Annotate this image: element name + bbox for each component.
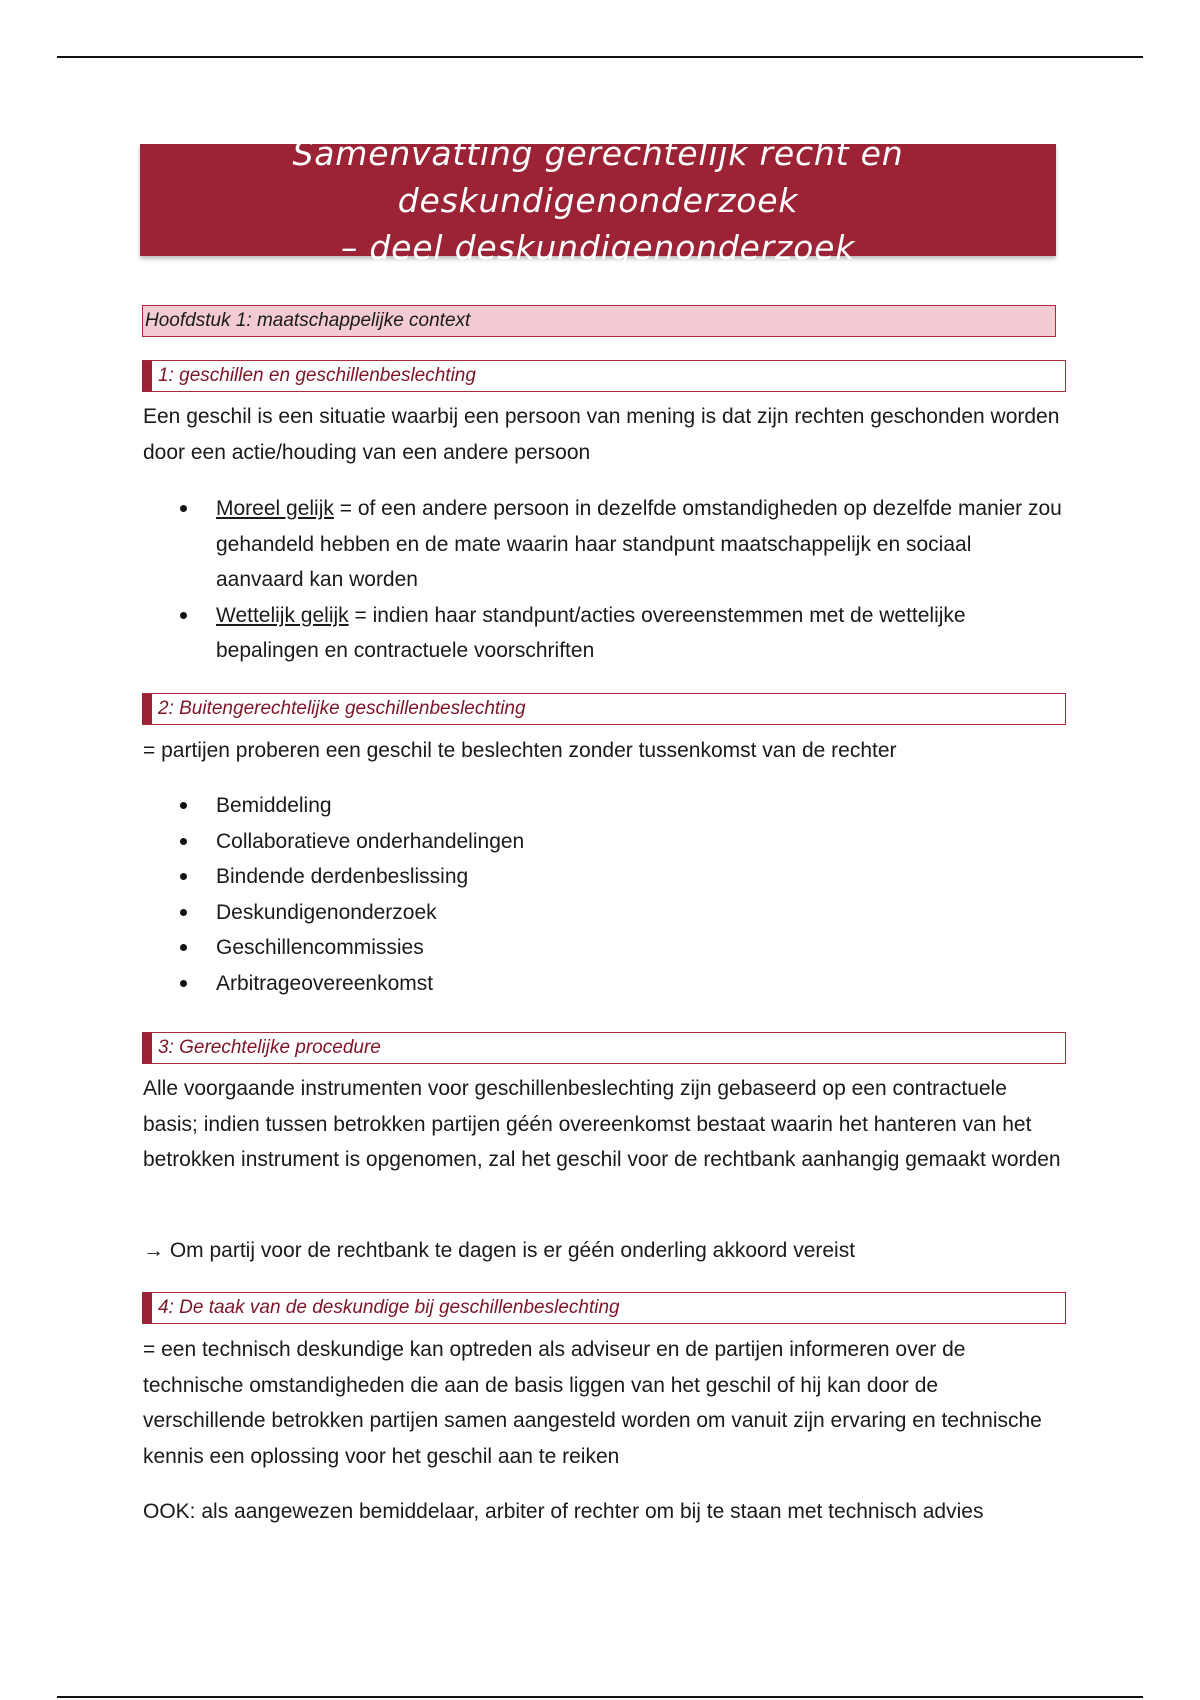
section-2-bullet-list — [143, 788, 1063, 1001]
chapter-heading-text: Hoofdstuk 1: maatschappelijke context — [145, 310, 471, 331]
section-1-intro: Een geschil is een situatie waarbij een persoon van mening is dat zijn rechten geschonden worden door een actie/houding van een andere persoon — [143, 405, 1060, 464]
section-heading-4 — [142, 1292, 1066, 1324]
list-item-text: Bindende derdenbeslissing — [216, 865, 469, 888]
section-heading-3-text: 3: Gerechtelijke procedure — [158, 1037, 381, 1058]
bullet-icon — [180, 802, 187, 809]
list-item-text: Geschillencommissies — [216, 936, 424, 959]
bullet-icon — [180, 980, 187, 987]
section-4-paragraph-1: = een technisch deskundige kan optreden als adviseur en de partijen informeren over de technische omstandigheden die aan de basis liggen van het geschil of hij kan door de verschillende betrokken partijen samen aangesteld worden om vanuit zijn ervaring en technische kennis een oplossing voor het geschil aan te reiken — [143, 1338, 1042, 1468]
section-heading-1 — [142, 360, 1066, 392]
list-item — [143, 491, 1063, 598]
section-heading-4-text: 4: De taak van de deskundige bij geschillenbeslechting — [158, 1297, 620, 1318]
section-heading-1-text: 1: geschillen en geschillenbeslechting — [158, 365, 476, 386]
definition: = of een andere persoon in dezelfde omstandigheden op dezelfde manier zou gehandeld hebben en de mate waarin haar standpunt maatschappelijk en sociaal aanvaard kan worden — [216, 497, 1062, 591]
section-2-intro: = partijen proberen een geschil te beslechten zonder tussenkomst van de rechter — [143, 739, 897, 762]
section-heading-2 — [142, 693, 1066, 725]
list-item — [143, 966, 1063, 1002]
top-rule — [57, 56, 1143, 58]
bullet-icon — [180, 505, 187, 512]
list-item-text: Bemiddeling — [216, 794, 332, 817]
term: Wettelijk gelijk — [216, 603, 349, 627]
bottom-rule — [57, 1696, 1143, 1698]
bullet-icon — [180, 612, 187, 619]
section-heading-3 — [142, 1032, 1066, 1064]
section-3-paragraph-1: Alle voorgaande instrumenten voor geschillenbeslechting zijn gebaseerd op een contractuele basis; indien tussen betrokken partijen géén overeenkomst bestaat waarin het hanteren van het betrokken instrument is opgenomen, zal het geschil voor de rechtbank aanhangig gemaakt worden — [143, 1077, 1061, 1171]
section-1-bullet-list — [143, 491, 1063, 669]
list-item-text: Collaboratieve onderhandelingen — [216, 829, 525, 853]
document-title: Samenvatting gerechtelijk recht en deskundigenonderzoek – deel deskundigenonderzoek — [292, 133, 904, 267]
bullet-icon — [180, 873, 187, 880]
list-item — [143, 598, 1063, 669]
term: Moreel gelijk — [216, 497, 334, 520]
list-item-text: Arbitrageovereenkomst — [216, 971, 434, 995]
list-item — [143, 895, 1063, 931]
list-item — [143, 788, 1063, 824]
section-4-paragraph-2: OOK: als aangewezen bemiddelaar, arbiter of rechter om bij te staan met technisch advies — [143, 1500, 984, 1523]
chapter-heading — [142, 305, 1056, 337]
list-item-text: Deskundigenonderzoek — [216, 900, 437, 924]
section-3-paragraph-2: → Om partij voor de rechtbank te dagen is er géén onderling akkoord vereist — [143, 1239, 856, 1262]
list-item — [143, 824, 1063, 860]
list-item — [143, 859, 1063, 895]
section-heading-2-text: 2: Buitengerechtelijke geschillenbeslechting — [158, 698, 526, 719]
bullet-icon — [180, 909, 187, 916]
definition: = indien haar standpunt/acties overeenstemmen met de wettelijke bepalingen en contractuele voorschriften — [216, 603, 966, 662]
list-item — [143, 930, 1063, 966]
bullet-icon — [180, 838, 187, 845]
bullet-icon — [180, 944, 187, 951]
title-banner — [140, 133, 1056, 267]
